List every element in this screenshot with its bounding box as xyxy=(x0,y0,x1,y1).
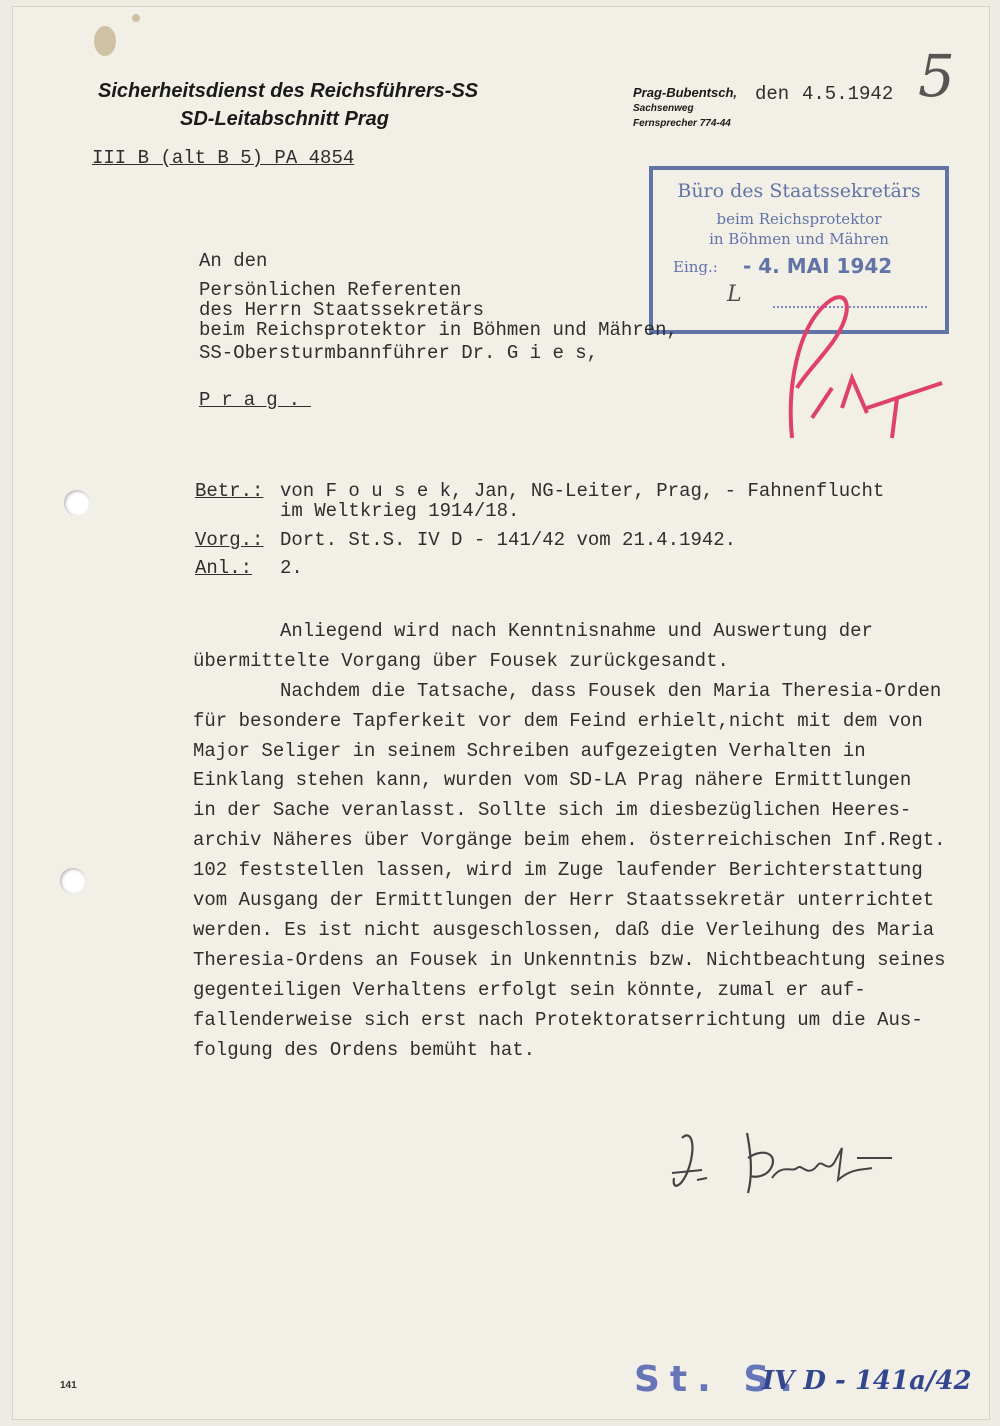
letter-date: 4.5.1942 xyxy=(802,83,894,105)
body-line: folgung des Ordens bemüht hat. xyxy=(193,1039,536,1061)
signature-text xyxy=(672,1156,680,1157)
folio-mark: 5 xyxy=(918,42,955,110)
stamp-line2: beim Reichsprotektor xyxy=(716,210,882,228)
body-line: fallenderweise sich erst nach Protektoratserrichtung um die Aus- xyxy=(193,1009,923,1031)
addressee-line3: des Herrn Staatssekretärs xyxy=(199,299,485,321)
addressee-line2: Persönlichen Referenten xyxy=(199,279,462,301)
org-name-line2: SD-Leitabschnitt Prag xyxy=(180,108,389,130)
stamp-received-date: - 4. MAI 1942 xyxy=(743,254,893,278)
body-line: Theresia-Ordens an Fousek in Unkenntnis bzw. Nichtbeachtung seines xyxy=(193,949,946,971)
rust-stain xyxy=(132,14,140,22)
subject-line1: von F o u s e k, Jan, NG-Leiter, Prag, - Fahnenflucht xyxy=(280,480,885,502)
handwritten-signature xyxy=(652,1118,912,1208)
stamp-line1: Büro des Staatssekretärs xyxy=(677,180,921,202)
body-line: Einklang stehen kann, wurden vom SD-LA Prag nähere Ermittlungen xyxy=(193,769,912,791)
body-line: in der Sache veranlasst. Sollte sich im diesbezüglichen Heeres- xyxy=(193,799,912,821)
addressee-city: Prag. xyxy=(199,389,312,411)
sender-street: Sachsenweg xyxy=(633,103,694,114)
body-line: Anliegend wird nach Kenntnisnahme und Auswertung der xyxy=(280,620,873,642)
document-page xyxy=(12,6,990,1420)
addressee-line5: SS-Obersturmbannführer Dr. G i e s, xyxy=(199,342,599,364)
body-line: Major Seliger in seinem Schreiben aufgezeigten Verhalten in xyxy=(193,740,866,762)
page-number: 141 xyxy=(60,1380,77,1391)
addressee-line1: An den xyxy=(199,250,268,272)
org-name-line1: Sicherheitsdienst des Reichsführers-SS xyxy=(98,80,479,102)
stamp-line3: in Böhmen und Mähren xyxy=(709,230,889,248)
body-line: für besondere Tapferkeit vor dem Feind erhielt,nicht mit dem von xyxy=(193,710,923,732)
stamp-received-label: Eing.: xyxy=(673,258,718,276)
reference-number: III B (alt B 5) PA 4854 xyxy=(92,147,355,169)
rust-stain xyxy=(94,26,116,56)
previous-correspondence-label: Vorg.: xyxy=(195,529,264,551)
enclosures-count: 2. xyxy=(280,557,303,579)
body-line: übermittelte Vorgang über Fousek zurückgesandt. xyxy=(193,650,729,672)
bottom-file-reference: IV D - 141a/42 xyxy=(762,1366,972,1396)
body-line: 102 feststellen lassen, wird im Zuge laufender Berichterstattung xyxy=(193,859,923,881)
previous-correspondence: Dort. St.S. IV D - 141/42 vom 21.4.1942. xyxy=(280,529,737,551)
body-line: gegenteiligen Verhaltens erfolgt sein könnte, zumal er auf- xyxy=(193,979,866,1001)
sender-place: Prag-Bubentsch, xyxy=(633,85,738,100)
subject-label: Betr.: xyxy=(195,480,264,502)
addressee-line4: beim Reichsprotektor in Böhmen und Mähren, xyxy=(199,319,678,341)
punch-hole-bottom xyxy=(60,868,86,894)
subject-line2: im Weltkrieg 1914/18. xyxy=(280,500,520,522)
date-prefix: den xyxy=(755,83,790,105)
stamp-handwritten-initial: L xyxy=(727,282,742,307)
body-line: werden. Es ist nicht ausgeschlossen, daß die Verleihung des Maria xyxy=(193,919,935,941)
enclosures-label: Anl.: xyxy=(195,557,253,579)
bottom-stamp-st-s: St. S. xyxy=(634,1359,803,1400)
body-line: archiv Näheres über Vorgänge beim ehem. österreichischen Inf.Regt. xyxy=(193,829,946,851)
body-line: vom Ausgang der Ermittlungen der Herr Staatssekretär unterrichtet xyxy=(193,889,935,911)
red-pencil-mark xyxy=(772,268,952,448)
sender-phone: Fernsprecher 774-44 xyxy=(633,118,731,129)
red-annotation-text xyxy=(787,396,789,397)
punch-hole-top xyxy=(64,490,90,516)
body-line: Nachdem die Tatsache, dass Fousek den Maria Theresia-Orden xyxy=(280,680,942,702)
